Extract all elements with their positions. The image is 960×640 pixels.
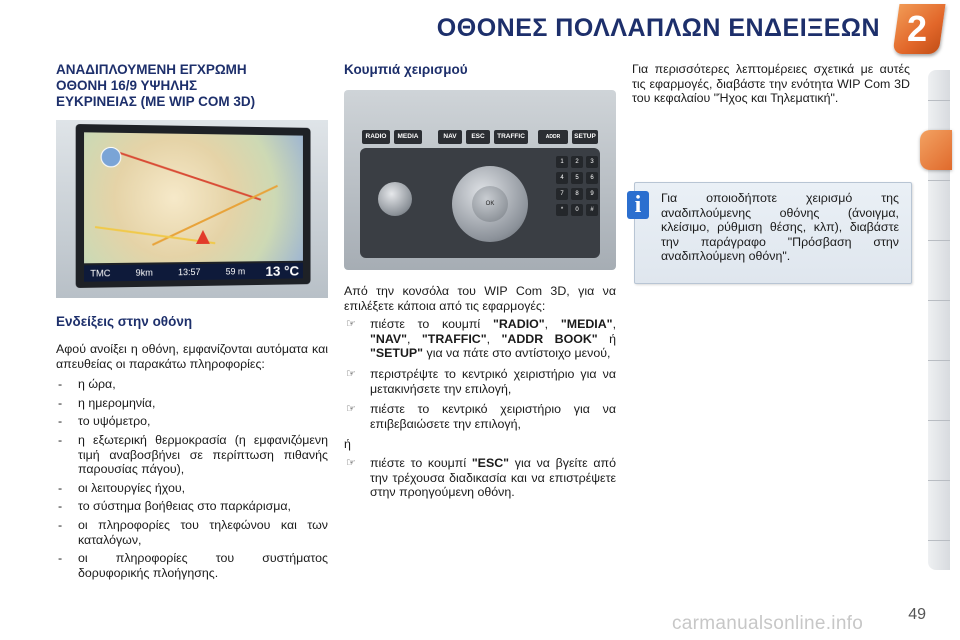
side-tab-divider	[928, 180, 950, 181]
key[interactable]: 8	[571, 188, 583, 200]
section-heading-controls: Κουμπιά χειρισμού	[344, 62, 468, 77]
list-item: - οι λειτουργίες ήχου,	[58, 480, 186, 495]
key[interactable]: 3	[586, 156, 598, 168]
compass-icon	[101, 147, 122, 168]
distance-readout: 9km	[135, 267, 153, 278]
key[interactable]: #	[586, 204, 598, 216]
key[interactable]: 0	[571, 204, 583, 216]
screen-photo	[56, 120, 328, 298]
details-text: Για περισσότερες λεπτομέρειες σχετικά με αυτές τις εφαρμογές, διαβάστε την ενότητα WIP Com 3D του κεφαλαίου "Ήχος και Τηλεματική".	[632, 62, 910, 106]
setup-button[interactable]: SETUP	[572, 130, 598, 144]
screen-status-bar	[84, 263, 303, 282]
watermark-text: carmanualsonline.info	[672, 613, 864, 634]
list-item: - το σύστημα βοήθειας στο παρκάρισμα,	[58, 499, 291, 514]
side-tab-divider	[928, 360, 950, 361]
eta-readout: 59 m	[225, 266, 246, 277]
side-tab-divider	[928, 540, 950, 541]
addr-book-button[interactable]: ADDR	[538, 130, 568, 144]
step-item: ☞ πιέστε το κεντρικό χειριστήριο για να επιβεβαιώσετε την επιλογή,	[346, 402, 616, 431]
arrow-icon: ☞	[346, 456, 356, 469]
page-header	[0, 0, 960, 55]
controls-intro: Από την κονσόλα του WIP Com 3D, για να επιλέξετε κάποια από τις εφαρμογές:	[344, 284, 616, 313]
indications-list	[56, 377, 328, 580]
key[interactable]: 4	[556, 172, 568, 184]
step-item: ☞ πιέστε το κουμπί "ESC" για να βγείτε από την τρέχουσα διαδικασία και να επιστρέψετε στην προηγούμενη οθόνη.	[346, 455, 616, 500]
key[interactable]: 9	[586, 188, 598, 200]
column-left	[56, 62, 328, 110]
indications-intro: Αφού ανοίξει η οθόνη, εμφανίζονται αυτόματα και απευθείας οι παρακάτω πληροφορίες:	[56, 342, 328, 371]
arrow-icon: ☞	[346, 318, 356, 331]
media-button[interactable]: MEDIA	[394, 130, 422, 144]
info-box	[634, 182, 912, 284]
folding-screen	[76, 124, 311, 288]
map-road	[108, 148, 261, 200]
list-item: - οι πληροφορίες του τηλεφώνου και των καταλόγων,	[58, 517, 328, 547]
info-text: Για οποιοδήποτε χειρισμό της αναδιπλούμενης οθόνης (άνοιγμα, κλείσιμο, ρύθμιση θέσης, κλπ), διαβάστε την παράγραφο "Πρόσβαση στην αναδιπλούμενη οθόνη".	[661, 191, 899, 264]
key[interactable]: 1	[556, 156, 568, 168]
side-tab-divider	[928, 420, 950, 421]
step-item: ☞ περιστρέψτε το κεντρικό χειριστήριο για να μετακινήσετε την επιλογή,	[346, 366, 616, 396]
info-icon: i	[627, 191, 649, 219]
page-number: 49	[908, 606, 926, 623]
key[interactable]: 5	[571, 172, 583, 184]
column-left-body	[56, 314, 328, 584]
section-heading-screen	[56, 62, 328, 110]
time-readout: 13:57	[178, 266, 201, 278]
side-tab-active[interactable]	[920, 130, 952, 170]
side-tab-divider	[928, 240, 950, 241]
list-item: - η ώρα,	[58, 377, 116, 392]
side-tab-divider	[928, 480, 950, 481]
column-right	[632, 62, 910, 106]
volume-knob[interactable]	[378, 182, 412, 216]
position-arrow-icon	[196, 230, 210, 244]
traffic-button[interactable]: TRAFFIC	[494, 130, 528, 144]
side-tab-divider	[928, 300, 950, 301]
console-photo	[344, 90, 616, 270]
radio-button[interactable]: RADIO	[362, 130, 390, 144]
navigation-map	[84, 132, 303, 263]
arrow-icon: ☞	[346, 403, 356, 416]
or-text: ή	[344, 437, 351, 452]
controls-steps	[344, 317, 616, 431]
section-heading-indications: Ενδείξεις στην οθόνη	[56, 314, 193, 329]
console-button-row	[362, 130, 598, 144]
heading-line: ΑΝΑΔΙΠΛΟΥΜΕΝΗ ΕΓΧΡΩΜΗ	[56, 62, 247, 77]
arrow-icon: ☞	[346, 367, 356, 380]
heading-line: ΕΥΚΡΙΝΕΙΑΣ (ΜΕ WIP COM 3D)	[56, 94, 256, 109]
step-item: ☞ πιέστε το κουμπί "RADIO", "MEDIA", "NAV", "TRAFFIC", "ADDR BOOK" ή "SETUP" για να πάτε στο αντίστοιχο μενού,	[346, 317, 617, 361]
list-item: - η εξωτερική θερμοκρασία (η εμφανιζόμενη τιμή αναβοσβήνει σε περίπτωση πιθανής παρουσίας πάγου),	[58, 432, 328, 477]
side-tab-divider	[928, 100, 950, 101]
tmc-label: TMC	[90, 268, 111, 279]
column-middle	[344, 62, 616, 78]
key[interactable]: 7	[556, 188, 568, 200]
list-item: - το υψόμετρο,	[58, 414, 151, 429]
heading-line: ΟΘΟΝΗ 16/9 ΥΨΗΛΗΣ	[56, 78, 198, 93]
column-middle-body	[344, 284, 616, 506]
control-panel	[360, 148, 600, 258]
key[interactable]: *	[556, 204, 568, 216]
central-control-knob[interactable]	[452, 166, 528, 242]
controls-steps-alt	[344, 456, 616, 500]
chapter-number: 2	[906, 8, 928, 49]
key[interactable]: 2	[571, 156, 583, 168]
page-title: ΟΘΟΝΕΣ ΠΟΛΛΑΠΛΩΝ ΕΝΔΕΙΞΕΩΝ	[436, 14, 880, 42]
key[interactable]: 6	[586, 172, 598, 184]
list-item: - οι πληροφορίες του συστήματος δορυφορικής πλοήγησης.	[58, 551, 328, 580]
nav-button[interactable]: NAV	[438, 130, 462, 144]
list-item: - η ημερομηνία,	[58, 395, 156, 410]
esc-button[interactable]: ESC	[466, 130, 490, 144]
ok-button[interactable]: OK	[472, 186, 508, 222]
numeric-keypad	[556, 156, 600, 250]
temperature-readout: 13 °C	[265, 262, 300, 279]
